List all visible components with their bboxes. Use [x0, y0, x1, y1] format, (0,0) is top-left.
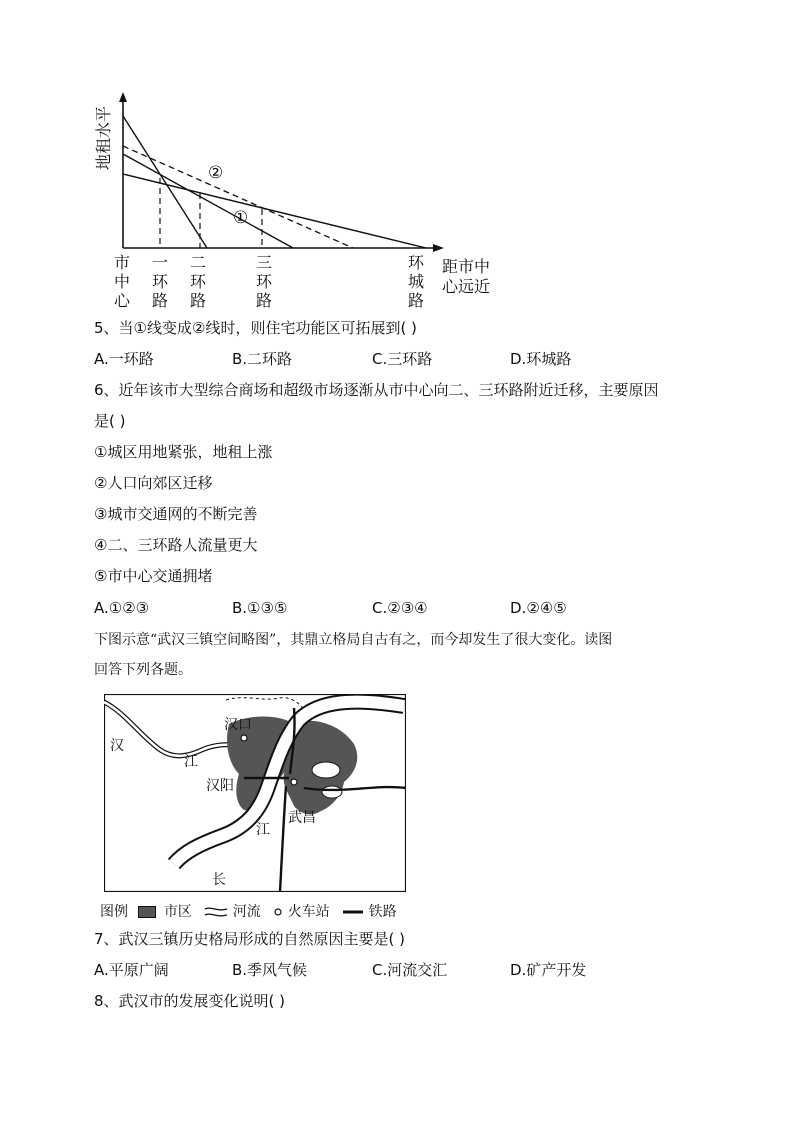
- q6-option-c[interactable]: C.②③④: [372, 599, 428, 617]
- intro-line-1: 下图示意“武汉三镇空间略图”，其鼎立格局自古有之，而今却发生了很大变化。读图: [94, 632, 613, 648]
- q5-option-d[interactable]: D.环城路: [510, 350, 572, 368]
- line-label-2: ②: [208, 163, 224, 183]
- legend-station-icon: [273, 907, 283, 917]
- lake-south: [322, 786, 342, 798]
- x-axis-arrow: [433, 244, 444, 252]
- y-axis-arrow: [119, 92, 127, 102]
- q6-item-5: ⑤市中心交通拥堵: [94, 567, 213, 585]
- q8-stem: 8、武汉市的发展变化说明( ): [94, 992, 286, 1010]
- city-ring-label-3: 路: [408, 291, 425, 310]
- map-label-jiang-2: 江: [256, 822, 270, 838]
- ring-3-label-1: 三: [256, 253, 273, 272]
- ring-3-label-2: 环: [256, 272, 273, 291]
- legend-river: 河流: [232, 904, 261, 920]
- ring-1-label-1: 一: [152, 253, 169, 272]
- ring-3-label-3: 路: [256, 291, 273, 310]
- q6-item-3: ③城市交通网的不断完善: [94, 505, 258, 523]
- line-label-1: ①: [233, 208, 249, 228]
- legend-station: 火车站: [287, 904, 330, 920]
- ring-2-label-3: 路: [190, 291, 207, 310]
- map-legend: [100, 902, 397, 922]
- intro-line-2: 回答下列各题。: [94, 662, 192, 678]
- q6-item-4: ④二、三环路人流量更大: [94, 536, 258, 554]
- city-ring-label-2: 城: [408, 272, 425, 291]
- origin-label-1: 市: [114, 253, 131, 272]
- q5-option-b[interactable]: B.二环路: [232, 350, 293, 368]
- origin-label-3: 心: [114, 291, 131, 310]
- ring-1-label-2: 环: [152, 272, 169, 291]
- city-ring-label-1: 环: [408, 253, 425, 272]
- q7-option-a[interactable]: A.平原广阔: [94, 961, 169, 979]
- ring-2-label-1: 二: [190, 253, 207, 272]
- ring-1-label-3: 路: [152, 291, 169, 310]
- legend-title: 图例: [100, 904, 128, 920]
- legend-railway: 铁路: [368, 904, 397, 920]
- legend-urban: 市区: [163, 904, 192, 920]
- q7-option-d[interactable]: D.矿产开发: [510, 961, 587, 979]
- origin-label-2: 中: [114, 272, 131, 291]
- map-label-jiang-1: 江: [184, 754, 198, 770]
- station-wuchang: [291, 779, 297, 785]
- map-label-hanyang: 汉阳: [206, 778, 234, 794]
- legend-railway-icon: [342, 907, 364, 917]
- q6-item-2: ②人口向郊区迁移: [94, 474, 213, 492]
- q6-option-a[interactable]: A.①②③: [94, 599, 150, 617]
- legend-river-icon: [204, 906, 228, 918]
- q5-option-c[interactable]: C.三环路: [372, 350, 433, 368]
- rent-chart: [90, 88, 510, 310]
- lake-east: [312, 762, 340, 778]
- map-label-hankou: 汉口: [224, 717, 252, 733]
- q5-option-a[interactable]: A.一环路: [94, 350, 154, 368]
- q6-stem-line-2: 是( ): [94, 412, 126, 430]
- q6-option-d[interactable]: D.②④⑤: [510, 599, 567, 617]
- q7-option-b[interactable]: B.季风气候: [232, 961, 308, 979]
- ring-2-label-2: 环: [190, 272, 207, 291]
- rent-line-flat: [123, 174, 426, 248]
- map-label-chang: 长: [212, 872, 226, 888]
- map-label-wuchang: 武昌: [288, 810, 316, 826]
- q7-stem: 7、武汉三镇历史格局形成的自然原因主要是( ): [94, 930, 406, 948]
- map-label-han: 汉: [110, 738, 124, 754]
- q6-option-b[interactable]: B.①③⑤: [232, 599, 288, 617]
- q7-option-c[interactable]: C.河流交汇: [372, 961, 448, 979]
- rent-line-steep: [123, 116, 207, 248]
- legend-urban-swatch: [138, 906, 156, 918]
- x-axis-title-line-2: 心远近: [442, 277, 491, 296]
- q5-stem: 5、当①线变成②线时，则住宅功能区可拓展到( ): [94, 319, 417, 337]
- x-axis-title-line-1: 距市中: [442, 257, 491, 276]
- rent-line-2-dashed: [123, 146, 353, 248]
- q6-stem-line-1: 6、近年该市大型综合商场和超级市场逐渐从市中心向二、三环路附近迁移，主要原因: [94, 381, 659, 399]
- q6-item-1: ①城区用地紧张，地租上涨: [94, 443, 273, 461]
- station-hankou: [241, 735, 247, 741]
- wuhan-map: [104, 694, 406, 892]
- y-axis-title: 地租水平: [94, 105, 113, 170]
